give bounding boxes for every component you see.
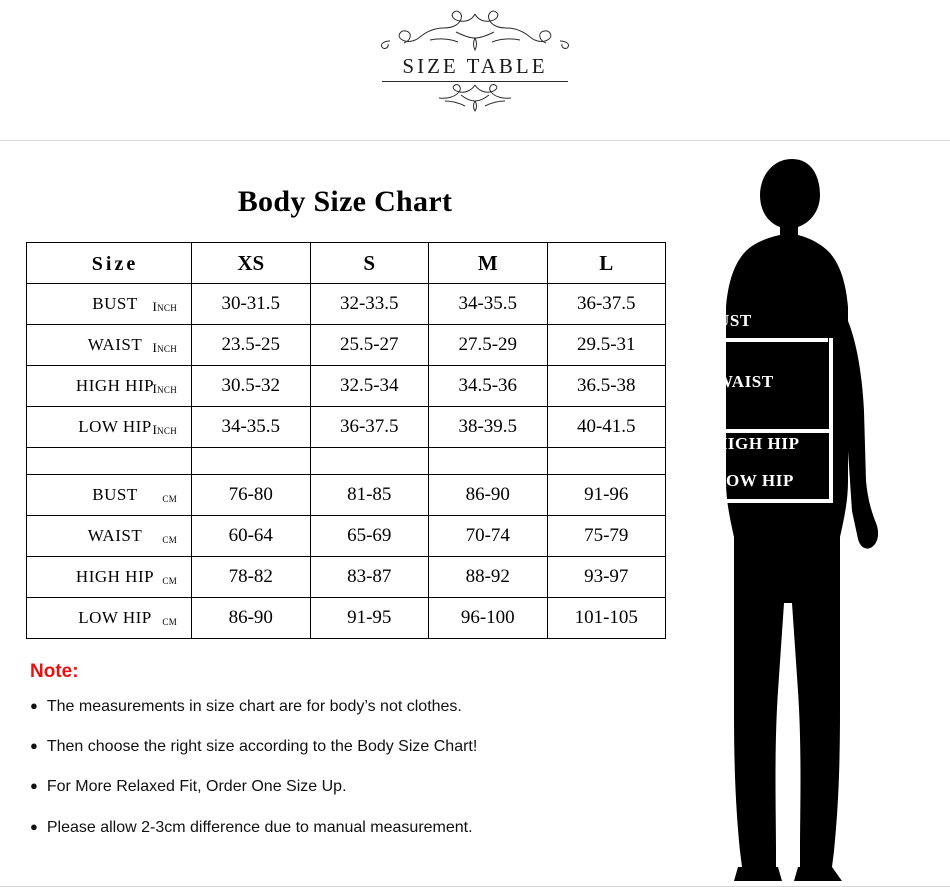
spacer-cell: [27, 448, 192, 475]
figure-column: [690, 141, 950, 886]
cell-value: 91-95: [310, 598, 429, 639]
cell-value: 32.5-34: [310, 366, 429, 407]
row-label-text: HIGH HIP: [75, 376, 155, 395]
row-label-low-hip-inch: [27, 407, 192, 448]
bullet-icon: ●: [30, 818, 38, 834]
row-unit-text: cm: [162, 613, 177, 628]
row-unit-text: Inch: [152, 340, 177, 355]
cell-value: 30-31.5: [192, 284, 311, 325]
header: [0, 0, 950, 130]
note-text: The measurements in size chart are for body’s not clothes.: [46, 698, 462, 715]
row-label-text: BUST: [92, 294, 138, 313]
body-size-chart-title: Body Size Chart: [237, 185, 453, 218]
size-chart-table: [26, 242, 666, 639]
note-item: [30, 818, 660, 837]
cell-value: 75-79: [547, 516, 666, 557]
row-label-text: HIGH HIP: [75, 567, 155, 586]
bust-line: [698, 338, 828, 342]
cell-value: 60-64: [192, 516, 311, 557]
cell-value: 101-105: [547, 598, 666, 639]
label-waist: WAIST: [716, 372, 774, 391]
cell-value: 91-96: [547, 475, 666, 516]
cell-value: 76-80: [192, 475, 311, 516]
cell-value: 36.5-38: [547, 366, 666, 407]
table-row: [27, 557, 666, 598]
vertical-guide-line: [829, 338, 833, 501]
table-row: [27, 366, 666, 407]
spacer-cell: [429, 448, 548, 475]
row-unit-text: cm: [162, 490, 177, 505]
body-silhouette-icon: [680, 151, 950, 881]
label-bust: BUST: [705, 311, 752, 330]
table-row: [27, 516, 666, 557]
row-label-waist-cm: [27, 516, 192, 557]
cell-value: 32-33.5: [310, 284, 429, 325]
cell-value: 23.5-25: [192, 325, 311, 366]
bullet-icon: ●: [30, 698, 38, 713]
cell-value: 29.5-31: [547, 325, 666, 366]
note-item: [30, 737, 660, 756]
row-label-low-hip-cm: [27, 598, 192, 639]
notes-title: Note:: [30, 661, 79, 682]
cell-value: 25.5-27: [310, 325, 429, 366]
note-item: [30, 697, 660, 716]
cell-value: 70-74: [429, 516, 548, 557]
spacer-cell: [547, 448, 666, 475]
cell-value: 30.5-32: [192, 366, 311, 407]
table-row: [27, 598, 666, 639]
table-row: [27, 407, 666, 448]
header-col-s: S: [310, 243, 429, 284]
row-label-text: WAIST: [87, 335, 143, 354]
cell-value: 86-90: [429, 475, 548, 516]
cell-value: 27.5-29: [429, 325, 548, 366]
row-label-bust-cm: [27, 475, 192, 516]
table-row: [27, 284, 666, 325]
row-label-bust-inch: [27, 284, 192, 325]
cell-value: 93-97: [547, 557, 666, 598]
chart-column: [0, 141, 690, 886]
cell-value: 78-82: [192, 557, 311, 598]
cell-value: 88-92: [429, 557, 548, 598]
header-col-l: L: [547, 243, 666, 284]
cell-value: 38-39.5: [429, 407, 548, 448]
row-unit-text: Inch: [152, 299, 177, 314]
header-size-cell: [27, 243, 192, 284]
low-hip-line: [698, 499, 833, 503]
header-inner: [0, 8, 950, 113]
bullet-icon: ●: [30, 738, 38, 754]
note-text: Please allow 2-3cm difference due to manual measurement.: [46, 818, 473, 836]
cell-value: 96-100: [429, 598, 548, 639]
page-title: SIZE TABLE: [402, 54, 548, 78]
table-row: [27, 475, 666, 516]
row-label-high-hip-inch: [27, 366, 192, 407]
label-low-hip: LOW HIP: [714, 471, 794, 490]
cell-value: 81-85: [310, 475, 429, 516]
table-header-row: [27, 243, 666, 284]
note-text: Then choose the right size according to the Body Size Chart!: [46, 738, 478, 756]
spacer-cell: [310, 448, 429, 475]
title-rule: [382, 81, 568, 82]
header-col-xs: XS: [192, 243, 311, 284]
row-label-waist-inch: [27, 325, 192, 366]
note-text: For More Relaxed Fit, Order One Size Up.: [46, 778, 347, 796]
cell-value: 36-37.5: [547, 284, 666, 325]
cell-value: 83-87: [310, 557, 429, 598]
cell-value: 86-90: [192, 598, 311, 639]
row-label-high-hip-cm: [27, 557, 192, 598]
row-label-text: LOW HIP: [78, 608, 152, 627]
row-label-text: LOW HIP: [78, 417, 152, 436]
cell-value: 34-35.5: [429, 284, 548, 325]
row-unit-text: Inch: [152, 422, 177, 437]
high-hip-line: [698, 429, 833, 433]
note-item: [30, 777, 660, 796]
cell-value: 34.5-36: [429, 366, 548, 407]
row-unit-text: Inch: [152, 381, 177, 396]
row-label-text: BUST: [92, 485, 138, 504]
label-high-hip: HIGH HIP: [714, 434, 800, 453]
content-frame: [0, 140, 950, 887]
cell-value: 36-37.5: [310, 407, 429, 448]
cell-value: 40-41.5: [547, 407, 666, 448]
spacer-cell: [192, 448, 311, 475]
cell-value: 65-69: [310, 516, 429, 557]
notes-section: [30, 661, 660, 837]
flourish-ornament-icon: [360, 8, 590, 54]
bullet-icon: ●: [30, 778, 38, 794]
header-size-label: Size: [91, 252, 139, 275]
table-row: [27, 325, 666, 366]
cell-value: 34-35.5: [192, 407, 311, 448]
flourish-ornament-small-icon: [415, 83, 535, 113]
row-unit-text: cm: [162, 531, 177, 546]
header-col-m: M: [429, 243, 548, 284]
row-unit-text: cm: [162, 572, 177, 587]
table-spacer-row: [27, 448, 666, 475]
row-label-text: WAIST: [87, 526, 143, 545]
